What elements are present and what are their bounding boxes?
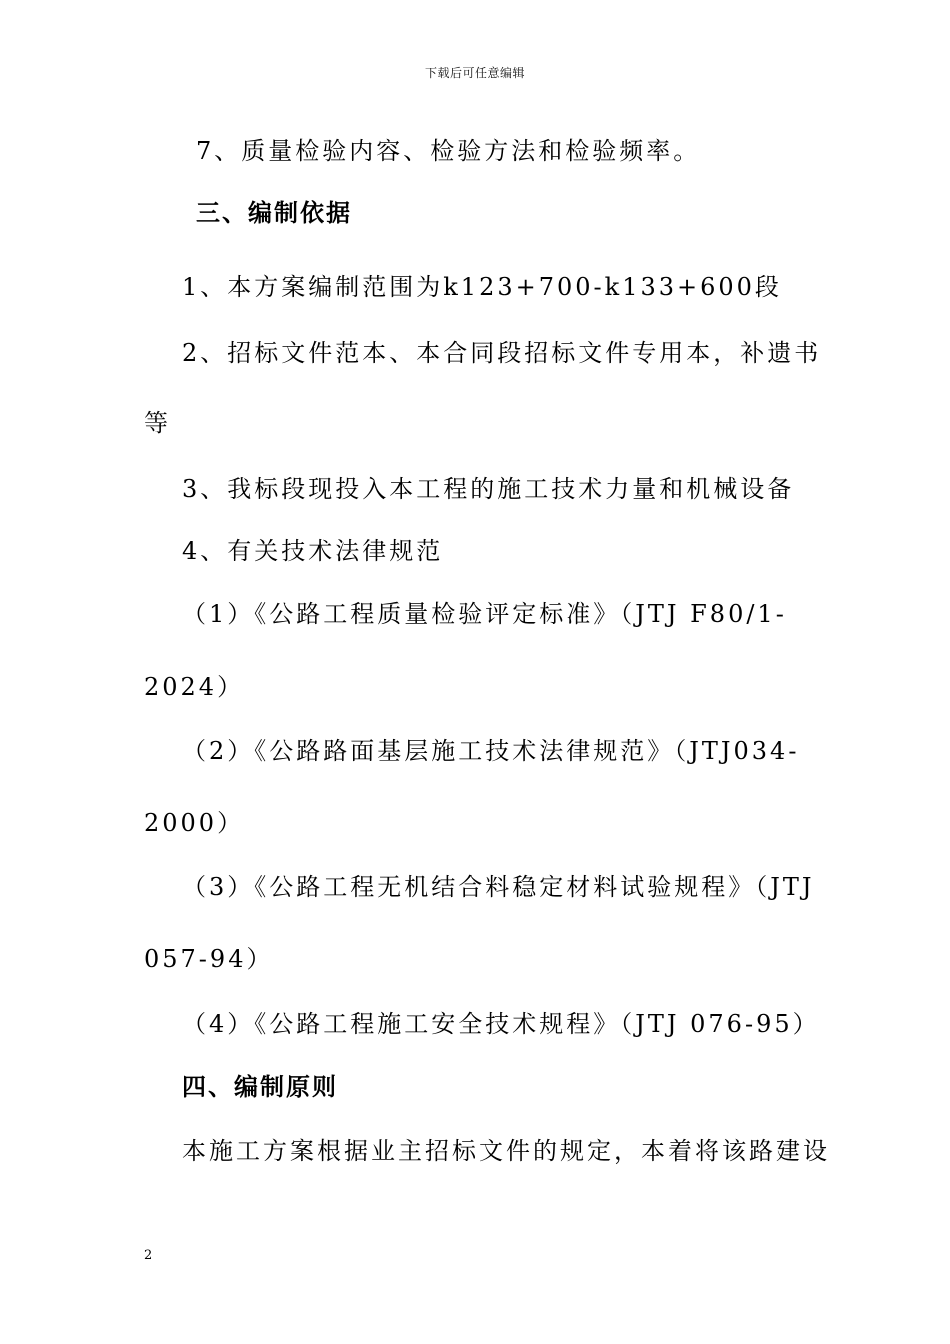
reference-2-cont: 2000） (144, 809, 245, 837)
reference-4: （4）《公路工程施工安全技术规程》（JTJ 076-95） (182, 1010, 820, 1038)
body-line-resources: 3、我标段现投入本工程的施工技术力量和机械设备 (182, 475, 795, 503)
reference-1-cont: 2024） (144, 673, 245, 701)
section-heading-principles: 四、编制原则 (182, 1072, 338, 1101)
reference-1: （1）《公路工程质量检验评定标准》（JTJ F80/1- (182, 600, 787, 628)
body-line-tender-docs: 2、招标文件范本、本合同段招标文件专用本，补遗书 (182, 339, 822, 367)
section-heading-basis: 三、编制依据 (196, 198, 352, 227)
page-header-note: 下载后可任意编辑 (424, 66, 525, 80)
body-line-tender-docs-cont: 等 (144, 409, 171, 437)
body-line-quality-inspection: 7、质量检验内容、检验方法和检验频率。 (196, 137, 701, 165)
body-line-principles: 本施工方案根据业主招标文件的规定，本着将该路建设 (182, 1137, 830, 1165)
body-line-scope: 1、本方案编制范围为k123+700-k133+600段 (182, 273, 782, 301)
page-number: 2 (144, 1248, 153, 1263)
reference-3-cont: 057-94） (144, 945, 274, 973)
reference-2: （2）《公路路面基层施工技术法律规范》（JTJ034- (182, 737, 800, 765)
reference-3: （3）《公路工程无机结合料稳定材料试验规程》（JTJ (182, 873, 815, 901)
body-line-regulations: 4、有关技术法律规范 (182, 537, 444, 565)
